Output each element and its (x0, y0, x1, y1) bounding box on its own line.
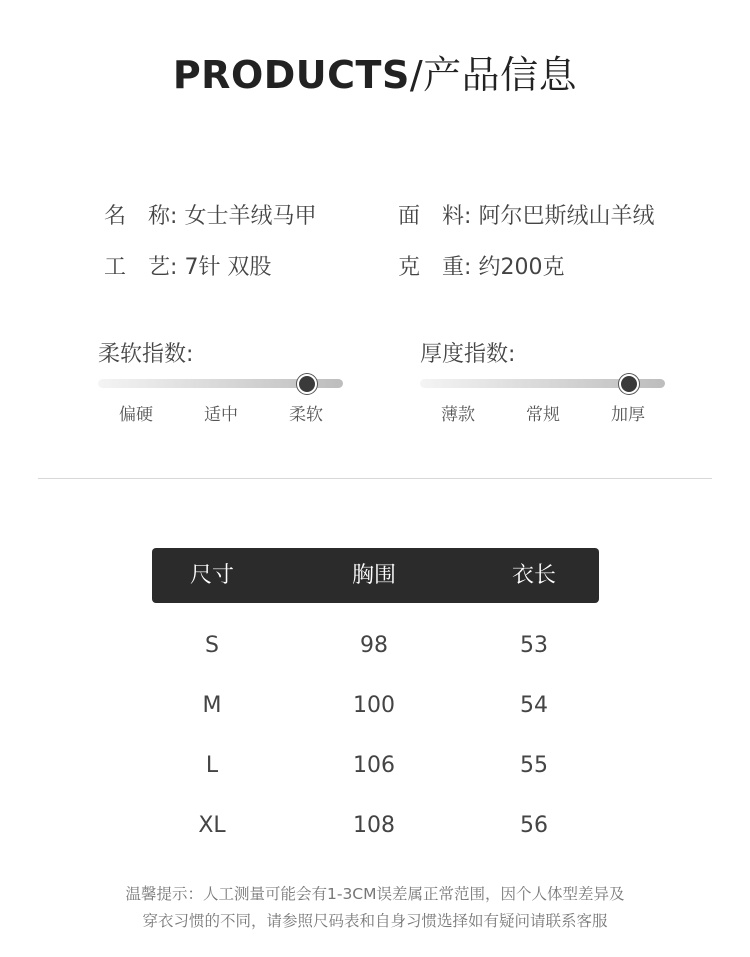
cell-size: XL (198, 813, 226, 838)
info-label: 名 (104, 204, 127, 229)
cell-size: S (205, 633, 219, 658)
thickness-tick: 常规 (526, 405, 560, 425)
thickness-tick: 加厚 (611, 405, 645, 425)
info-label: 重 (442, 255, 465, 280)
info-colon: : (464, 204, 472, 229)
tip-note-line-1: 温馨提示：人工测量可能会有1-3CM误差属正常范围，因个人体型差异及 (125, 885, 625, 903)
softness-tick: 柔软 (289, 405, 323, 425)
info-colon: : (464, 255, 472, 280)
info-name (104, 199, 316, 230)
header-chest: 胸围 (351, 563, 397, 588)
softness-slider-knob (297, 374, 317, 394)
info-value: 约200克 (471, 255, 565, 280)
info-label: 工 (104, 255, 127, 280)
cell-chest: 98 (360, 633, 388, 658)
softness-tick: 适中 (204, 405, 238, 425)
softness-slider-track (98, 379, 343, 388)
cell-chest: 106 (353, 753, 395, 778)
thickness-tick: 薄款 (441, 405, 475, 425)
info-value: 7针 双股 (177, 255, 272, 280)
cell-size: L (205, 753, 219, 778)
title-english: PRODUCTS (172, 53, 410, 97)
header-length: 衣长 (511, 563, 557, 588)
cell-length: 53 (520, 633, 548, 658)
info-label: 克 (398, 255, 421, 280)
info-label: 面 (398, 204, 421, 229)
info-craft (104, 250, 271, 281)
info-value: 阿尔巴斯绒山羊绒 (471, 204, 655, 229)
info-weight (398, 250, 564, 281)
section-divider (38, 478, 712, 479)
info-value: 女士羊绒马甲 (177, 204, 317, 229)
title-separator: / (409, 53, 424, 97)
cell-size: M (202, 693, 222, 718)
cell-length: 55 (520, 753, 548, 778)
info-colon: : (170, 204, 178, 229)
title-chinese: 产品信息 (423, 53, 578, 97)
softness-label: 柔软指数: (98, 342, 194, 367)
header-size: 尺寸 (189, 563, 235, 588)
tip-note-line-2: 穿衣习惯的不同，请参照尺码表和自身习惯选择如有疑问请联系客服 (142, 912, 608, 930)
page-title (0, 44, 750, 99)
cell-length: 54 (520, 693, 548, 718)
size-table-header (152, 548, 599, 603)
info-label: 称 (148, 204, 171, 229)
info-colon: : (170, 255, 178, 280)
softness-tick: 偏硬 (119, 405, 153, 425)
thickness-slider-knob (619, 374, 639, 394)
cell-length: 56 (520, 813, 548, 838)
thickness-slider-track (420, 379, 665, 388)
info-material (398, 199, 654, 230)
info-label: 艺 (148, 255, 171, 280)
cell-chest: 100 (353, 693, 395, 718)
cell-chest: 108 (353, 813, 395, 838)
thickness-label: 厚度指数: (420, 342, 516, 367)
info-label: 料 (442, 204, 465, 229)
